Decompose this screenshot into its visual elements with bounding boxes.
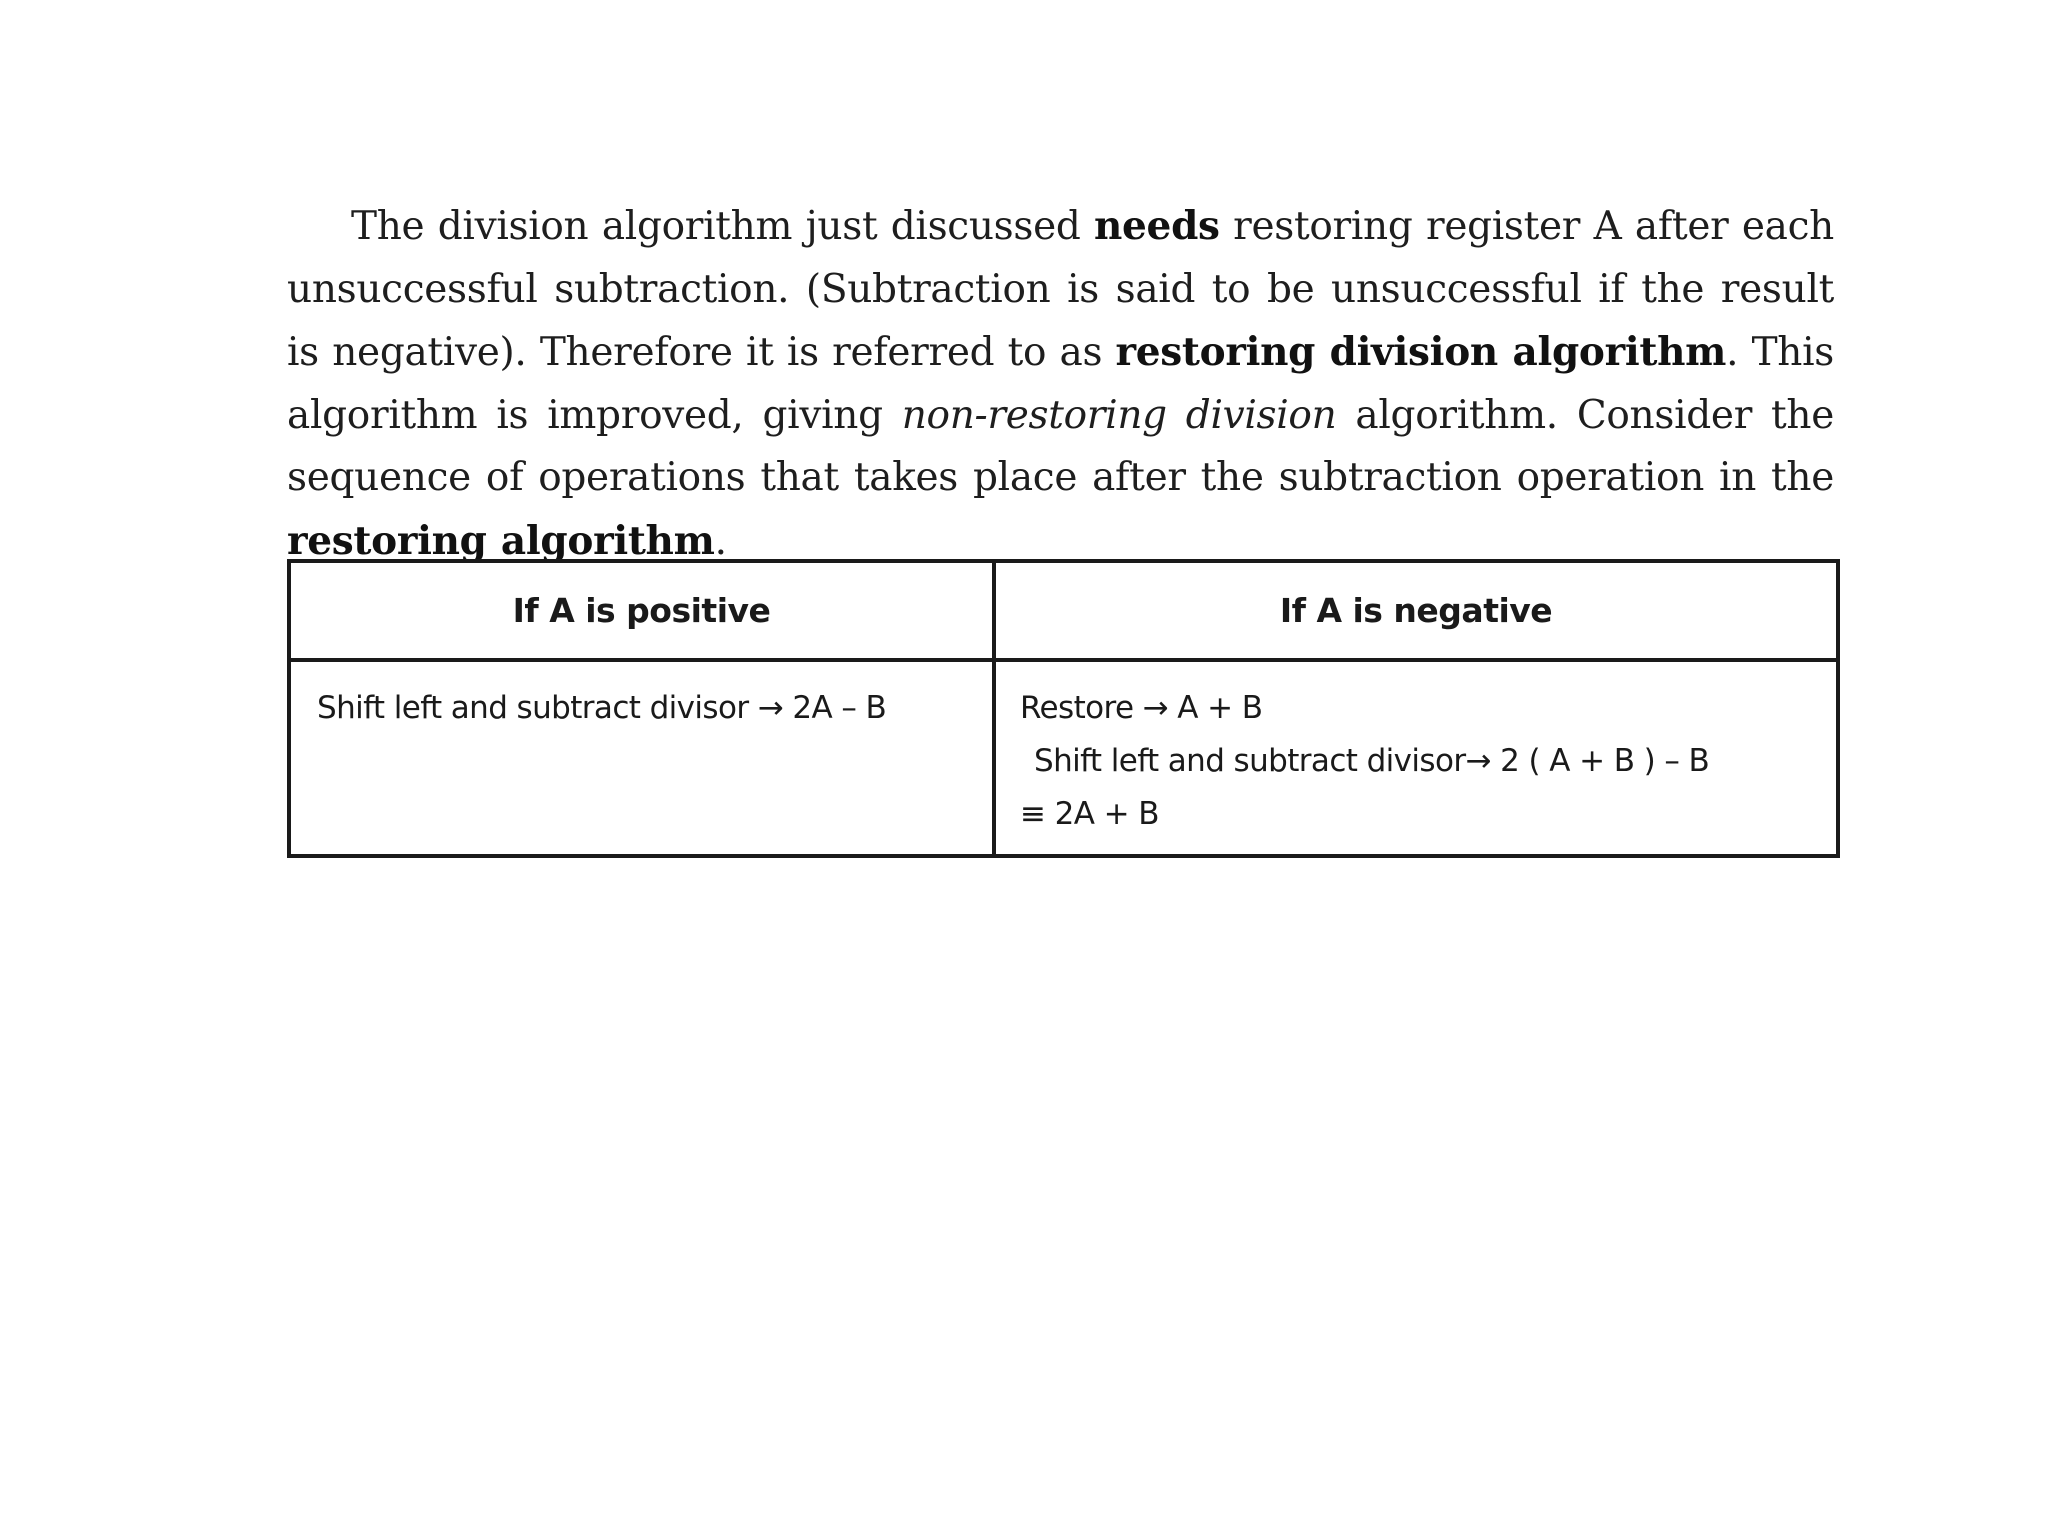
paragraph-text: The division algorithm just discussed: [351, 204, 1094, 249]
negative-shift-line: Shift left and subtract divisor→ 2 ( A + B ) – B: [1034, 743, 1710, 779]
body-paragraph: [287, 195, 1834, 573]
paragraph-text: restoring register A after each unsuccessful subtraction. (Subtraction is said to be unsuccessful if the result is negative). Therefore it is referred to as: [287, 204, 1834, 375]
negative-cell: [994, 660, 1838, 856]
paragraph-text: .: [714, 518, 727, 564]
header-if-a-positive: If A is positive: [289, 561, 994, 660]
paragraph-bold-needs: needs: [1093, 203, 1220, 249]
positive-operation: Shift left and subtract divisor → 2A – B: [317, 690, 887, 726]
paragraph-text: . This algorithm is improved, giving: [287, 330, 1834, 438]
operations-table: [287, 559, 1840, 858]
paragraph-text: algorithm. Consider the sequence of operations that takes place after the subtraction operation in the: [287, 392, 1834, 500]
table-row: [289, 660, 1838, 856]
positive-cell: [289, 660, 994, 856]
negative-result-line: ≡ 2A + B: [1020, 796, 1159, 832]
table-header-row: [289, 561, 1838, 660]
paragraph-bold-restoring-algorithm: restoring algorithm: [287, 517, 715, 564]
negative-restore-line: Restore → A + B: [1020, 690, 1263, 726]
paragraph-italic-non-restoring-division: non-restoring division: [901, 392, 1337, 438]
header-if-a-negative: If A is negative: [994, 561, 1838, 660]
paragraph-bold-restoring-division-algorithm: restoring division algorithm: [1115, 329, 1727, 375]
